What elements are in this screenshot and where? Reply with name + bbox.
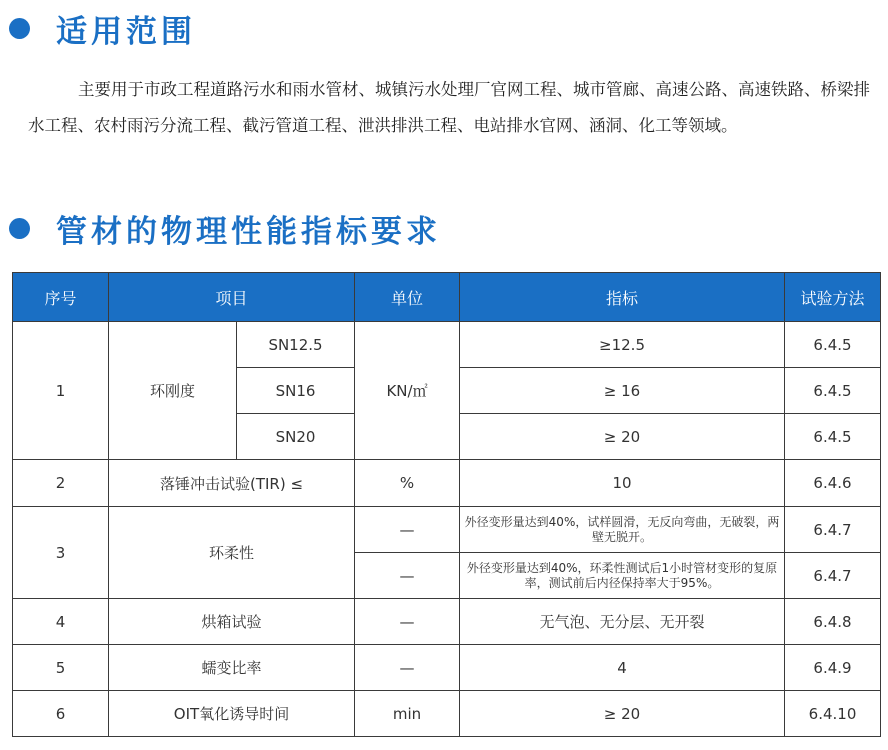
cell-method: 6.4.9 bbox=[785, 645, 881, 691]
header-spec: 指标 bbox=[460, 273, 785, 322]
table-row bbox=[13, 460, 881, 507]
section-title: 管材的物理性能指标要求 bbox=[56, 213, 441, 250]
cell-spec: ≥ 16 bbox=[460, 368, 785, 414]
table-row bbox=[13, 507, 881, 553]
cell-unit: — bbox=[355, 599, 460, 645]
cell-spec: ≥12.5 bbox=[460, 322, 785, 368]
table-row bbox=[13, 599, 881, 645]
cell-unit: — bbox=[355, 507, 460, 553]
header-unit: 单位 bbox=[355, 273, 460, 322]
cell-method: 6.4.6 bbox=[785, 460, 881, 507]
cell-item: 环柔性 bbox=[109, 507, 355, 599]
cell-item: OIT氧化诱导时间 bbox=[109, 691, 355, 737]
cell-spec: 外径变形量达到40%，环柔性测试后1小时管材变形的复原率，测试前后内径保持率大于95%。 bbox=[460, 553, 785, 599]
bullet-icon bbox=[9, 18, 30, 39]
cell-grade: SN12.5 bbox=[237, 322, 355, 368]
table-row bbox=[13, 691, 881, 737]
cell-grade: SN16 bbox=[237, 368, 355, 414]
cell-unit: min bbox=[355, 691, 460, 737]
cell-unit: % bbox=[355, 460, 460, 507]
cell-spec: ≥ 20 bbox=[460, 414, 785, 460]
cell-item: 蠕变比率 bbox=[109, 645, 355, 691]
cell-spec: 10 bbox=[460, 460, 785, 507]
header-item: 项目 bbox=[109, 273, 355, 322]
cell-method: 6.4.7 bbox=[785, 553, 881, 599]
header-method: 试验方法 bbox=[785, 273, 881, 322]
table-row bbox=[13, 322, 881, 368]
cell-method: 6.4.7 bbox=[785, 507, 881, 553]
cell-spec: 4 bbox=[460, 645, 785, 691]
cell-unit: — bbox=[355, 645, 460, 691]
cell-item: 环刚度 bbox=[109, 322, 237, 460]
cell-no: 3 bbox=[13, 507, 109, 599]
section-title: 适用范围 bbox=[56, 13, 196, 50]
cell-method: 6.4.8 bbox=[785, 599, 881, 645]
cell-no: 4 bbox=[13, 599, 109, 645]
cell-method: 6.4.5 bbox=[785, 414, 881, 460]
bullet-icon bbox=[9, 218, 30, 239]
header-no: 序号 bbox=[13, 273, 109, 322]
cell-item: 烘箱试验 bbox=[109, 599, 355, 645]
cell-method: 6.4.10 bbox=[785, 691, 881, 737]
cell-spec: ≥ 20 bbox=[460, 691, 785, 737]
cell-spec: 无气泡、无分层、无开裂 bbox=[460, 599, 785, 645]
cell-item: 落锤冲击试验(TIR) ≤ bbox=[109, 460, 355, 507]
scope-paragraph: 主要用于市政工程道路污水和雨水管材、城镇污水处理厂官网工程、城市管廊、高速公路、高速铁路、桥梁排水工程、农村雨污分流工程、截污管道工程、泄洪排洪工程、电站排水官网、涵洞、化工等领域。 bbox=[28, 80, 870, 135]
section-heading-properties bbox=[0, 206, 441, 250]
cell-grade: SN20 bbox=[237, 414, 355, 460]
table-header-row bbox=[13, 273, 881, 322]
cell-no: 5 bbox=[13, 645, 109, 691]
cell-no: 6 bbox=[13, 691, 109, 737]
cell-no: 2 bbox=[13, 460, 109, 507]
cell-spec: 外径变形量达到40%，试样圆滑，无反向弯曲，无破裂，两壁无脱开。 bbox=[460, 507, 785, 553]
section-heading-scope bbox=[0, 6, 196, 50]
cell-no: 1 bbox=[13, 322, 109, 460]
cell-method: 6.4.5 bbox=[785, 322, 881, 368]
cell-unit: KN/㎡ bbox=[355, 322, 460, 460]
cell-method: 6.4.5 bbox=[785, 368, 881, 414]
cell-unit: — bbox=[355, 553, 460, 599]
table-row bbox=[13, 645, 881, 691]
properties-table bbox=[12, 272, 881, 737]
